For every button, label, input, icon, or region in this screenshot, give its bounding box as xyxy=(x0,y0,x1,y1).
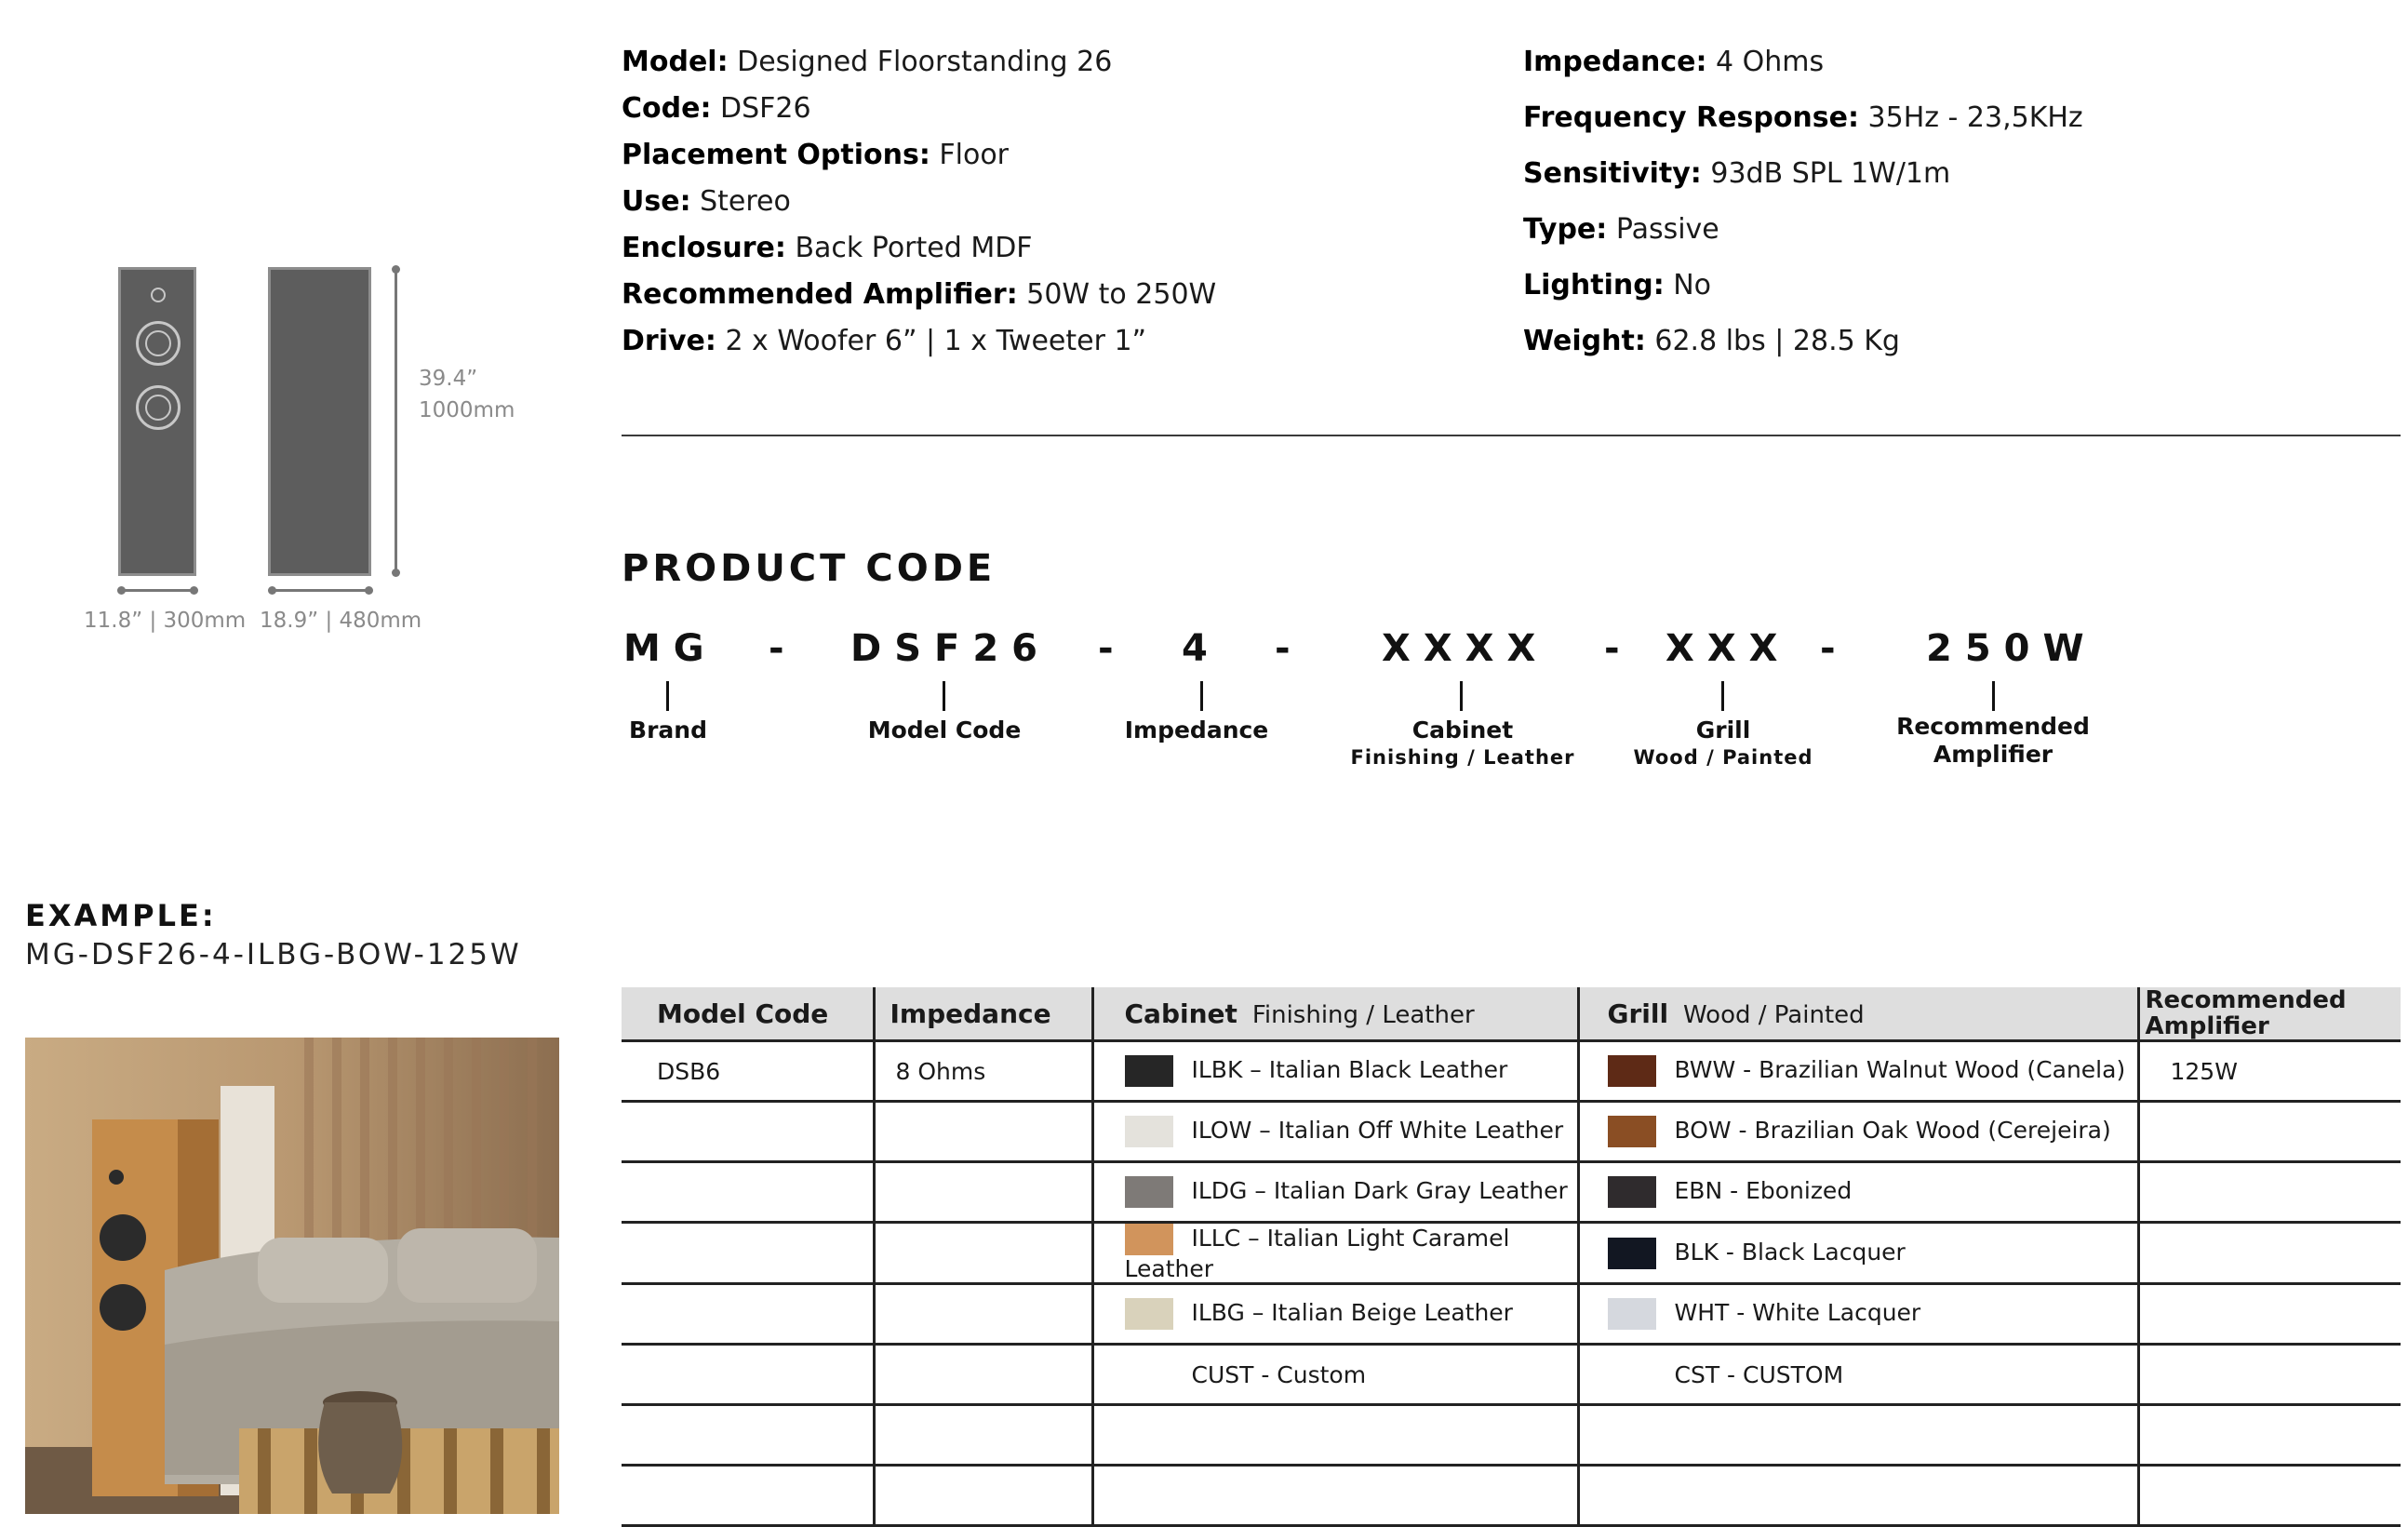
dimension-dot xyxy=(392,265,400,274)
spec-use: Use: Stereo xyxy=(622,185,791,218)
grill-swatch xyxy=(1608,1298,1656,1330)
code-label-grill: Grill Wood / Painted xyxy=(1633,717,1813,769)
height-dimension-line xyxy=(395,269,397,572)
cell-cabinet-option: ILLC – Italian Light Caramel Leather xyxy=(1092,1223,1578,1284)
code-tick xyxy=(1460,681,1463,711)
code-segment-model: DSF26 xyxy=(850,627,1050,670)
dimension-dot xyxy=(365,586,373,595)
cell-grill-option: CST - CUSTOM xyxy=(1578,1345,2138,1405)
table-row xyxy=(622,1223,2401,1284)
tweeter-icon xyxy=(151,288,166,302)
spec-enclosure: Enclosure: Back Ported MDF xyxy=(622,232,1033,264)
dimension-dot xyxy=(190,586,198,595)
spec-lighting: Lighting: No xyxy=(1523,269,1712,301)
spec-amplifier: Recommended Amplifier: 50W to 250W xyxy=(622,278,1217,311)
depth-dimension-line xyxy=(273,589,369,592)
width-dimension-line xyxy=(122,589,194,592)
height-inches: 39.4” xyxy=(419,367,478,391)
table-row xyxy=(622,1466,2401,1526)
dimension-dot xyxy=(392,569,400,577)
cell-grill-option: BLK - Black Lacquer xyxy=(1578,1223,2138,1284)
spec-model: Model: Designed Floorstanding 26 xyxy=(622,46,1113,78)
header-cabinet: Cabinet Finishing / Leather xyxy=(1092,987,1578,1041)
cell-cabinet-option: ILBK – Italian Black Leather xyxy=(1092,1041,1578,1102)
code-tick xyxy=(1200,681,1203,711)
table-row xyxy=(622,1041,2401,1102)
grill-swatch xyxy=(1608,1116,1656,1147)
code-segment-cabinet: XXXX xyxy=(1382,627,1549,670)
grill-swatch xyxy=(1608,1176,1656,1208)
cabinet-swatch xyxy=(1125,1224,1173,1255)
table-row xyxy=(622,1405,2401,1466)
height-mm: 1000mm xyxy=(419,398,515,422)
speaker-side-view xyxy=(268,267,371,576)
example-heading: EXAMPLE: xyxy=(25,898,217,933)
lifestyle-photo xyxy=(25,1038,559,1514)
table-row xyxy=(622,1162,2401,1223)
cell-model-code: DSB6 xyxy=(622,1041,874,1102)
code-segment-grill: XXX xyxy=(1666,627,1791,670)
code-tick xyxy=(666,681,669,711)
grill-swatch xyxy=(1608,1238,1656,1269)
table-row xyxy=(622,1284,2401,1345)
woofer-inner-icon xyxy=(145,330,171,356)
cell-grill-option: BOW - Brazilian Oak Wood (Cerejeira) xyxy=(1578,1102,2138,1162)
header-model-code: Model Code xyxy=(622,987,874,1041)
code-separator: - xyxy=(769,627,784,670)
code-segment-brand: MG xyxy=(623,627,717,670)
spec-drive: Drive: 2 x Woofer 6” | 1 x Tweeter 1” xyxy=(622,325,1147,357)
code-label-model: Model Code xyxy=(867,717,1022,743)
cabinet-swatch xyxy=(1125,1055,1173,1087)
code-label-amplifier: Recommended Amplifier xyxy=(1896,713,2090,768)
code-label-cabinet: Cabinet Finishing / Leather xyxy=(1350,717,1575,769)
table-header-row xyxy=(622,987,2401,1041)
cell-impedance: 8 Ohms xyxy=(874,1041,1092,1102)
cabinet-swatch xyxy=(1125,1116,1173,1147)
cell-grill-option: WHT - White Lacquer xyxy=(1578,1284,2138,1345)
woofer-inner-icon xyxy=(145,395,171,421)
cell-cabinet-option: ILBG – Italian Beige Leather xyxy=(1092,1284,1578,1345)
table-row xyxy=(622,1345,2401,1405)
spec-frequency: Frequency Response: 35Hz - 23,5KHz xyxy=(1523,101,2083,134)
code-separator: - xyxy=(1098,627,1114,670)
example-code: MG-DSF26-4-ILBG-BOW-125W xyxy=(25,938,522,971)
header-grill: Grill Wood / Painted xyxy=(1578,987,2138,1041)
spec-code: Code: DSF26 xyxy=(622,92,811,125)
cell-cabinet-option: CUST - Custom xyxy=(1092,1345,1578,1405)
spec-placement: Placement Options: Floor xyxy=(622,139,1010,171)
grill-swatch xyxy=(1608,1055,1656,1087)
header-impedance: Impedance xyxy=(874,987,1092,1041)
spec-type: Type: Passive xyxy=(1523,213,1719,246)
code-tick xyxy=(1721,681,1724,711)
speaker-front-view xyxy=(118,267,196,576)
code-separator: - xyxy=(1820,627,1836,670)
cell-grill-option: BWW - Brazilian Walnut Wood (Canela) xyxy=(1578,1041,2138,1102)
header-amplifier: Recommended Amplifier xyxy=(2138,987,2401,1041)
depth-dimension: 18.9” | 480mm xyxy=(260,609,422,633)
product-code-title: PRODUCT CODE xyxy=(622,547,997,590)
width-dimension: 11.8” | 300mm xyxy=(84,609,247,633)
cell-cabinet-option: ILDG – Italian Dark Gray Leather xyxy=(1092,1162,1578,1223)
spec-weight: Weight: 62.8 lbs | 28.5 Kg xyxy=(1523,325,1900,357)
code-label-brand: Brand xyxy=(629,717,707,743)
cell-amplifier: 125W xyxy=(2138,1041,2401,1102)
code-tick xyxy=(1992,681,1995,711)
code-segment-impedance: 4 xyxy=(1182,627,1221,670)
spec-impedance: Impedance: 4 Ohms xyxy=(1523,46,1825,78)
cell-grill-option: EBN - Ebonized xyxy=(1578,1162,2138,1223)
dimension-dot xyxy=(268,586,276,595)
table-row xyxy=(622,1102,2401,1162)
code-tick xyxy=(943,681,945,711)
spec-sensitivity: Sensitivity: 93dB SPL 1W/1m xyxy=(1523,157,1951,190)
options-table xyxy=(622,987,2401,1527)
living-room-illustration xyxy=(25,1038,559,1514)
code-label-impedance: Impedance xyxy=(1124,717,1269,743)
code-separator: - xyxy=(1604,627,1620,670)
code-separator: - xyxy=(1275,627,1291,670)
cell-cabinet-option: ILOW – Italian Off White Leather xyxy=(1092,1102,1578,1162)
section-divider xyxy=(622,435,2401,436)
dimension-dot xyxy=(117,586,126,595)
code-segment-amplifier: 250W xyxy=(1926,627,2097,670)
cabinet-swatch xyxy=(1125,1176,1173,1208)
cabinet-swatch xyxy=(1125,1298,1173,1330)
